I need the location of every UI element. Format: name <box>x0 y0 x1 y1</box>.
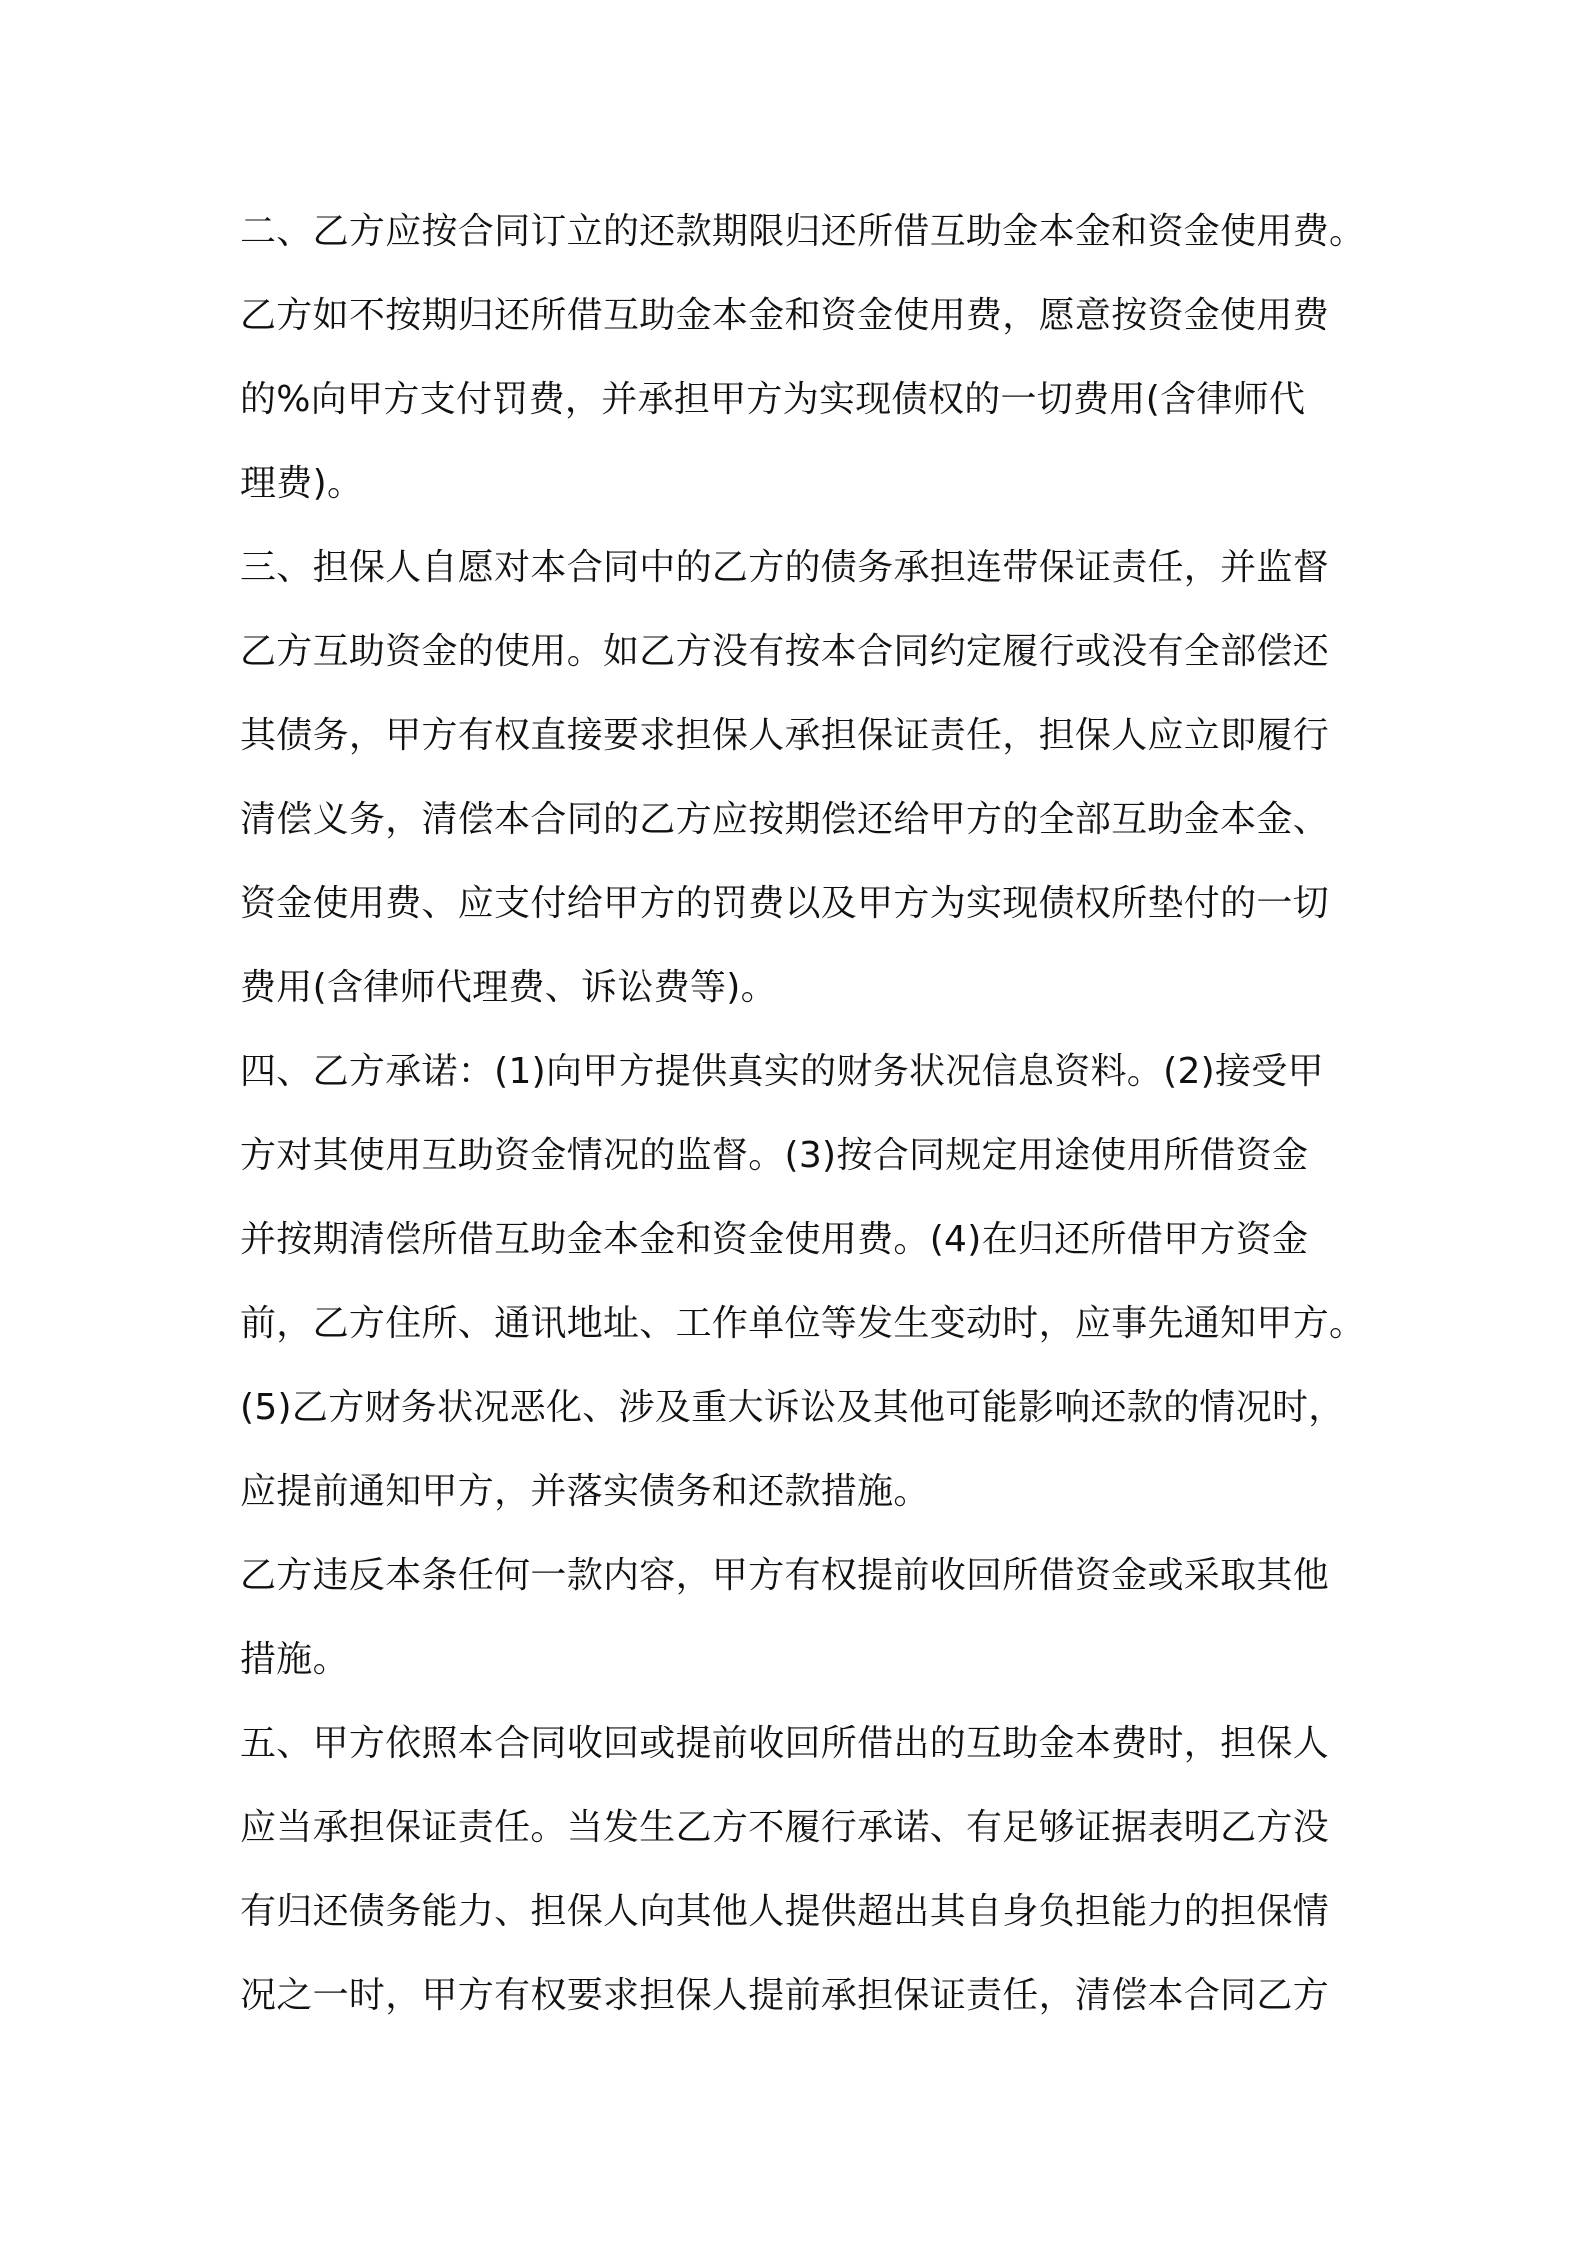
text-line: 有归还债务能力、担保人向其他人提供超出其自身负担能力的担保情 <box>240 1891 1330 1932</box>
text-line: (5)乙方财务状况恶化、涉及重大诉讼及其他可能影响还款的情况时， <box>240 1387 1345 1428</box>
text-line: 况之一时，甲方有权要求担保人提前承担保证责任，清偿本合同乙方 <box>240 1975 1330 2016</box>
text-line: 前，乙方住所、通讯地址、工作单位等发生变动时，应事先通知甲方。 <box>240 1303 1366 1344</box>
text-line: 二、乙方应按合同订立的还款期限归还所借互助金本金和资金使用费。 <box>240 211 1366 252</box>
text-line: 乙方如不按期归还所借互助金本金和资金使用费，愿意按资金使用费 <box>240 295 1330 336</box>
text-line: 三、担保人自愿对本合同中的乙方的债务承担连带保证责任，并监督 <box>240 547 1330 588</box>
text-line: 清偿义务，清偿本合同的乙方应按期偿还给甲方的全部互助金本金、 <box>240 799 1330 840</box>
text-line: 并按期清偿所借互助金本金和资金使用费。(4)在归还所借甲方资金 <box>240 1219 1309 1260</box>
text-line: 应当承担保证责任。当发生乙方不履行承诺、有足够证据表明乙方没 <box>240 1807 1330 1848</box>
text-line: 费用(含律师代理费、诉讼费等)。 <box>240 967 777 1008</box>
text-line: 理费)。 <box>240 463 364 504</box>
text-line: 资金使用费、应支付给甲方的罚费以及甲方为实现债权所垫付的一切 <box>240 883 1330 924</box>
text-line: 其债务，甲方有权直接要求担保人承担保证责任，担保人应立即履行 <box>240 715 1330 756</box>
text-line: 措施。 <box>240 1639 349 1680</box>
text-line: 四、乙方承诺：(1)向甲方提供真实的财务状况信息资料。(2)接受甲 <box>240 1051 1324 1092</box>
text-line: 方对其使用互助资金情况的监督。(3)按合同规定用途使用所借资金 <box>240 1135 1309 1176</box>
document-body <box>240 190 1370 2038</box>
text-line: 应提前通知甲方，并落实债务和还款措施。 <box>240 1471 930 1512</box>
text-line: 的%向甲方支付罚费，并承担甲方为实现债权的一切费用(含律师代 <box>240 379 1306 420</box>
text-line: 乙方互助资金的使用。如乙方没有按本合同约定履行或没有全部偿还 <box>240 631 1330 672</box>
text-line: 五、甲方依照本合同收回或提前收回所借出的互助金本费时，担保人 <box>240 1723 1330 1764</box>
text-line: 乙方违反本条任何一款内容，甲方有权提前收回所借资金或采取其他 <box>240 1555 1330 1596</box>
